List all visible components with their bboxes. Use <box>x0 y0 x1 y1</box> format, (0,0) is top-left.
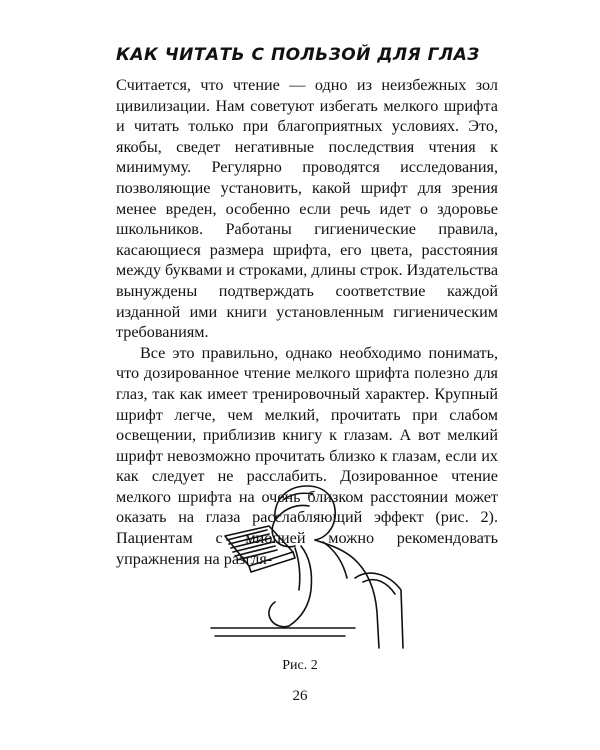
figure-caption: Рис. 2 <box>282 658 318 673</box>
paragraph-2: Все это правильно, однако необходимо понимать, что дозированное чтение мелкого шрифта полезно для глаз, так как имеет тренировочный характер. Крупный шрифт легче, чем мелкий, прочитать при слабом освещении, приблизив книгу к глазам. А вот мелкий шрифт невозможно прочитать близко к глазам, если их как следует не расслабить. Дозированное чтение мелкого шрифта на очень близком расстоянии может оказать на глаза расслабляющий эффект (рис. 2). Пациентам с миопией можно рекомендовать упражнения на разгля- <box>116 343 498 568</box>
page-number: 26 <box>292 688 308 704</box>
reading-person-illustration <box>205 478 415 653</box>
chapter-heading: КАК ЧИТАТЬ С ПОЛЬЗОЙ ДЛЯ ГЛАЗ <box>116 45 480 65</box>
paragraph-1: Считается, что чтение — одно из неизбежных зол цивилизации. Нам советуют избегать мелкого шрифта и читать только при благоприятных условиях. Это, якобы, сведет негативные последствия чтения к минимуму. Регулярно проводятся исследования, позволяющие установить, какой шрифт для зрения менее вреден, особенно если речь идет о здоровье школьников. Работаны гигиенические правила, касающиеся размера шрифта, его цвета, расстояния между буквами и строками, длины строк. Издательства вынуждены подтверждать соответствие каждой изданной ими книги установленным гигиеническим требованиям. <box>116 76 498 342</box>
